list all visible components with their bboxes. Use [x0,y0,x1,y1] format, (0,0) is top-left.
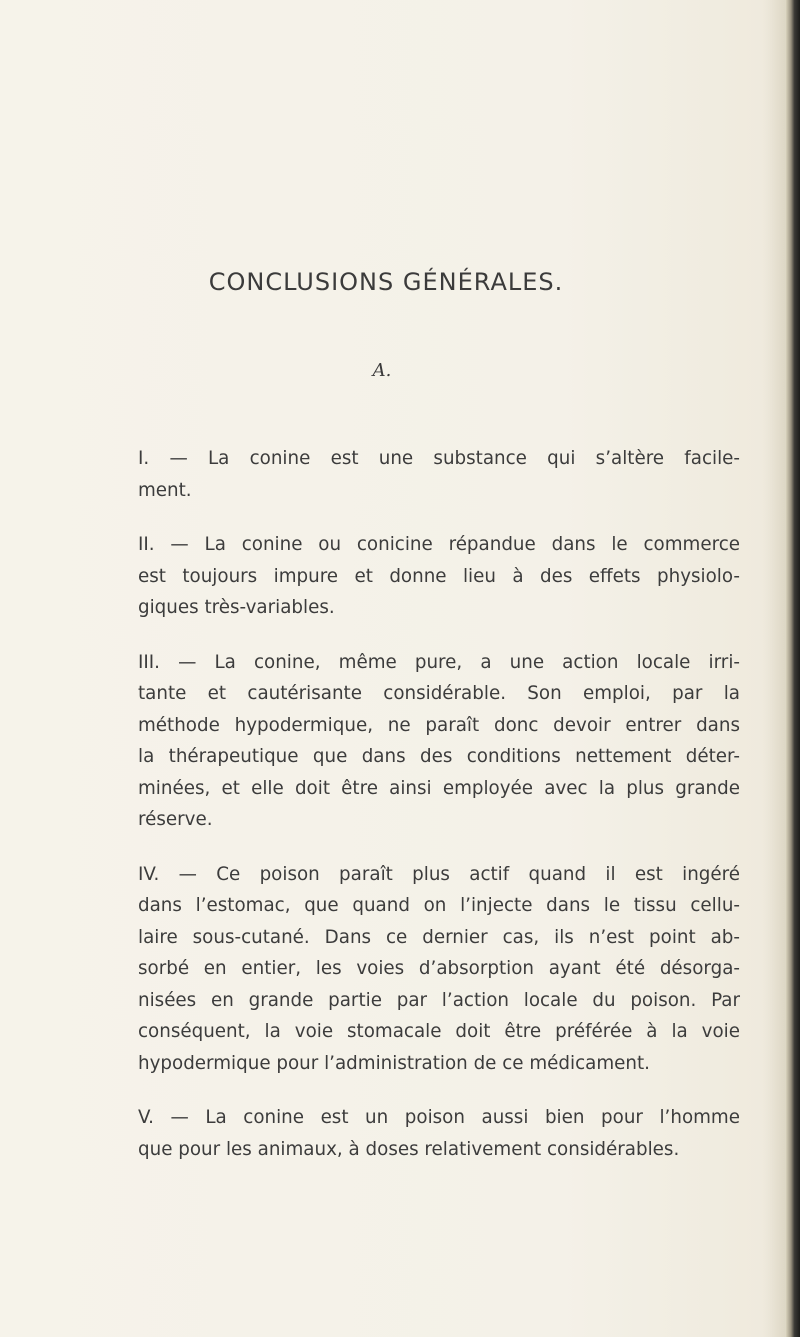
conclusions-list [138,443,740,1188]
text-line: ment. [138,479,192,501]
page-binding-edge [786,0,800,1337]
text-line: laire sous-cutané. Dans ce dernier cas, ils n’est point ab- [138,926,740,948]
text-line: conséquent, la voie stomacale doit être préférée à la voie [138,1021,740,1042]
conclusion-3 [138,647,740,836]
text-line: II. — La conine ou conicine répandue dans le commerce [138,534,740,555]
text-line: la thérapeutique que dans des conditions nettement déter- [138,746,740,767]
text-line: nisées en grande partie par l’action locale du poison. Par [138,989,740,1011]
conclusion-4 [138,859,740,1080]
text-line: IV. — Ce poison paraît plus actif quand il est ingéré [138,863,740,885]
section-letter: A. [372,360,392,381]
text-line: dans l’estomac, que quand on l’injecte dans le tissu cellu- [138,895,740,916]
binding-shadow [762,0,786,1337]
text-line: réserve. [138,809,213,830]
conclusion-1 [138,443,740,506]
text-line: minées, et elle doit être ainsi employée avec la plus grande [138,777,740,799]
text-line: I. — La conine est une substance qui s’altère facile- [138,448,740,469]
conclusion-2 [138,529,740,624]
text-line: que pour les animaux, à doses relativement considérables. [138,1138,680,1160]
text-line: giques très-variables. [138,597,335,618]
text-line: V. — La conine est un poison aussi bien pour l’homme [138,1107,740,1128]
text-line: sorbé en entier, les voies d’absorption ayant été désorga- [138,958,740,979]
conclusion-5 [138,1102,740,1165]
text-line: III. — La conine, même pure, a une action locale irri- [138,651,740,673]
text-line: hypodermique pour l’administration de ce médicament. [138,1052,650,1074]
text-line: méthode hypodermique, ne paraît donc devoir entrer dans [138,714,740,736]
page-title: CONCLUSIONS GÉNÉRALES. [208,268,564,296]
text-line: est toujours impure et donne lieu à des effets physiolo- [138,565,740,587]
text-line: tante et cautérisante considérable. Son emploi, par la [138,683,740,704]
